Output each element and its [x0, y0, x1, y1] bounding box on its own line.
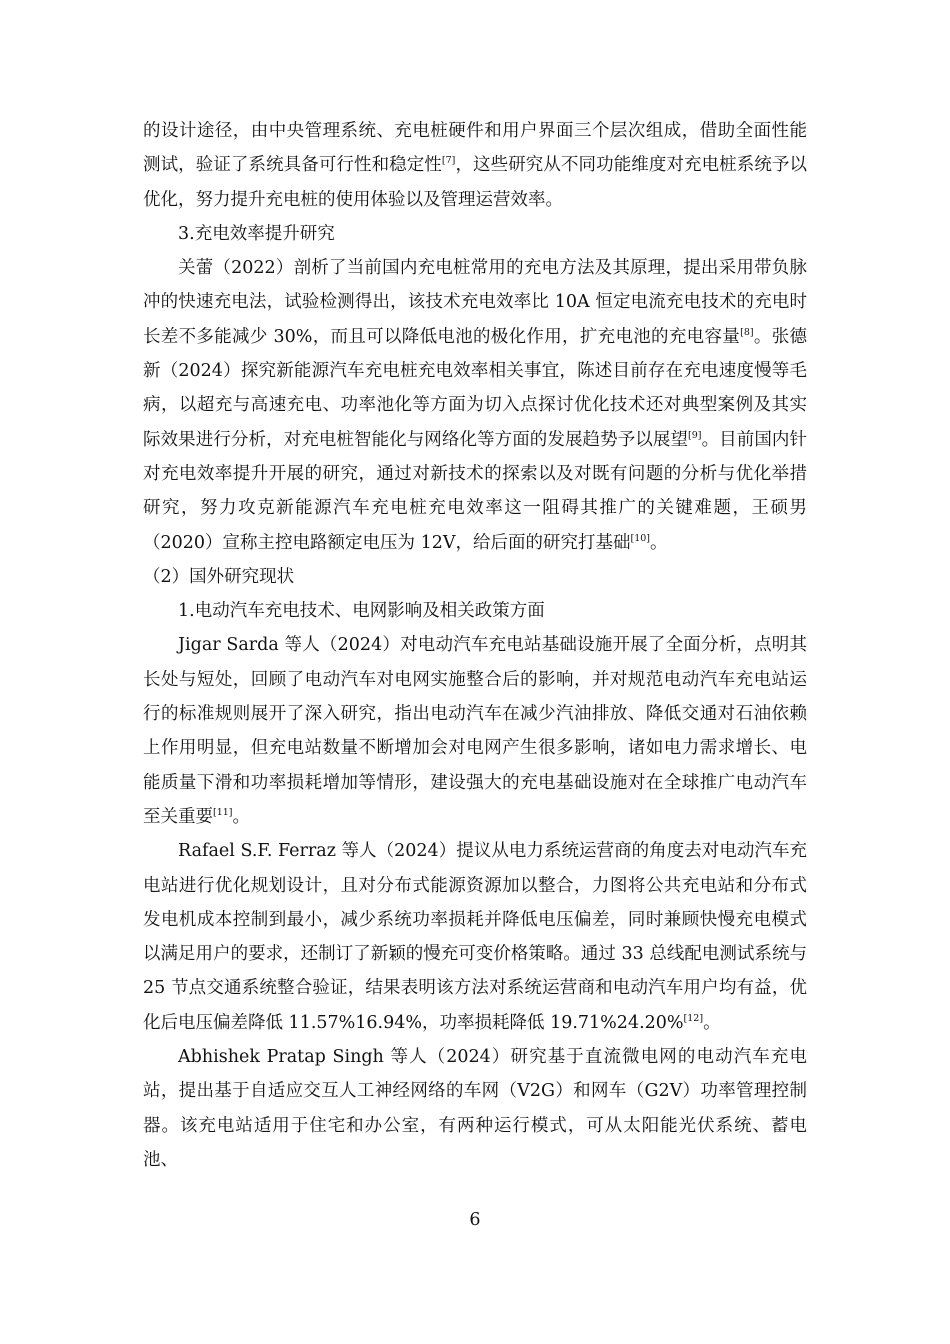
- paragraph: [143, 834, 807, 1040]
- text-run: 的设计途径，由中央管理系统、充电桩硬件和用户界面三个层次组成，借助全面性能测试，验证了系统具备可行性和稳定性: [143, 121, 807, 176]
- citation-ref: [12]: [683, 1012, 704, 1024]
- text-run: Abhishek Pratap Singh 等人（2024）研究基于直流微电网的电动汽车充电站，提出基于自适应交互人工神经网络的车网（V2G）和网车（G2V）功率管理控制器。该充电站适用于住宅和办公室，有两种运行模式，可从太阳能光伏系统、蓄电池、: [143, 1047, 807, 1170]
- text-run: 1.电动汽车充电技术、电网影响及相关政策方面: [178, 601, 545, 622]
- citation-ref: [8]: [740, 326, 754, 338]
- text-run: Rafael S.F. Ferraz 等人（2024）提议从电力系统运营商的角度去对电动汽车充电站进行优化规划设计，且对分布式能源资源加以整合，力图将公共充电站和分布式发电机成本控制到最小，减少系统功率损耗并降低电压偏差，同时兼顾快慢充电模式以满足用户的要求，还制订了新颖的慢充可变价格策略。通过 33 总线配电测试系统与 25 节点交通系统整合验证，结果表明该方法对系统运营商和电动汽车用户均有益，优化后电压偏差降低 11.57%16.94%，功率损耗降低 19.71%24.20%: [143, 841, 807, 1033]
- citation-ref: [11]: [213, 806, 233, 818]
- paragraph: [143, 628, 807, 834]
- citation-ref: [7]: [441, 155, 456, 167]
- text-run: 。目前国内针对充电效率提升开展的研究，通过对新技术的探索以及对既有问题的分析与优化举措研究，努力攻克新能源汽车充电桩充电效率这一阻碍其推广的关键难题，王硕男（2020）宣称主控电路额定电压为 12V，给后面的研究打基础: [143, 429, 808, 553]
- paragraph: [143, 251, 807, 560]
- text-run: Jigar Sarda 等人（2024）对电动汽车充电站基础设施开展了全面分析，点明其长处与短处，回顾了电动汽车对电网实施整合后的影响，并对规范电动汽车充电站运行的标准规则展开了深入研究，指出电动汽车在减少汽油排放、降低交通对石油依赖上作用明显，但充电站数量不断增加会对电网产生很多影响，诸如电力需求增长、电能质量下滑和功率损耗增加等情形，建设强大的充电基础设施对在全球推广电动汽车至关重要: [143, 635, 807, 827]
- section-heading: [143, 217, 807, 251]
- page-number: 6: [469, 1210, 481, 1230]
- paragraph: [143, 114, 807, 217]
- text-run: （2）国外研究现状: [143, 566, 295, 587]
- citation-ref: [10]: [630, 532, 651, 544]
- text-run: 。张德新（2024）探究新能源汽车充电桩充电效率相关事宜，陈述目前存在充电速度慢等毛病，以超充与高速充电、功率池化等方面为切入点探讨优化技术还对典型案例及其实际效果进行分析，对充电桩智能化与网络化等方面的发展趋势予以展望: [143, 326, 808, 450]
- document-body: [143, 114, 807, 1177]
- text-run: 。: [232, 806, 251, 827]
- text-run: 3.充电效率提升研究: [178, 223, 335, 244]
- text-run: ，这些研究从不同功能维度对充电桩系统予以优化，努力提升充电桩的使用体验以及管理运营效率。: [143, 155, 808, 210]
- text-run: 关蕾（2022）剖析了当前国内充电桩常用的充电方法及其原理，提出采用带负脉冲的快速充电法，试验检测得出，该技术充电效率比 10A 恒定电流充电技术的充电时长差不多能减少 30%，而且可以降低电池的极化作用，扩充电池的充电容量: [143, 258, 807, 347]
- text-run: 。: [650, 532, 668, 553]
- text-run: 。: [703, 1012, 721, 1033]
- section-heading: [143, 560, 807, 594]
- paragraph: [143, 1040, 807, 1177]
- citation-ref: [9]: [688, 429, 702, 441]
- section-heading: [143, 594, 807, 628]
